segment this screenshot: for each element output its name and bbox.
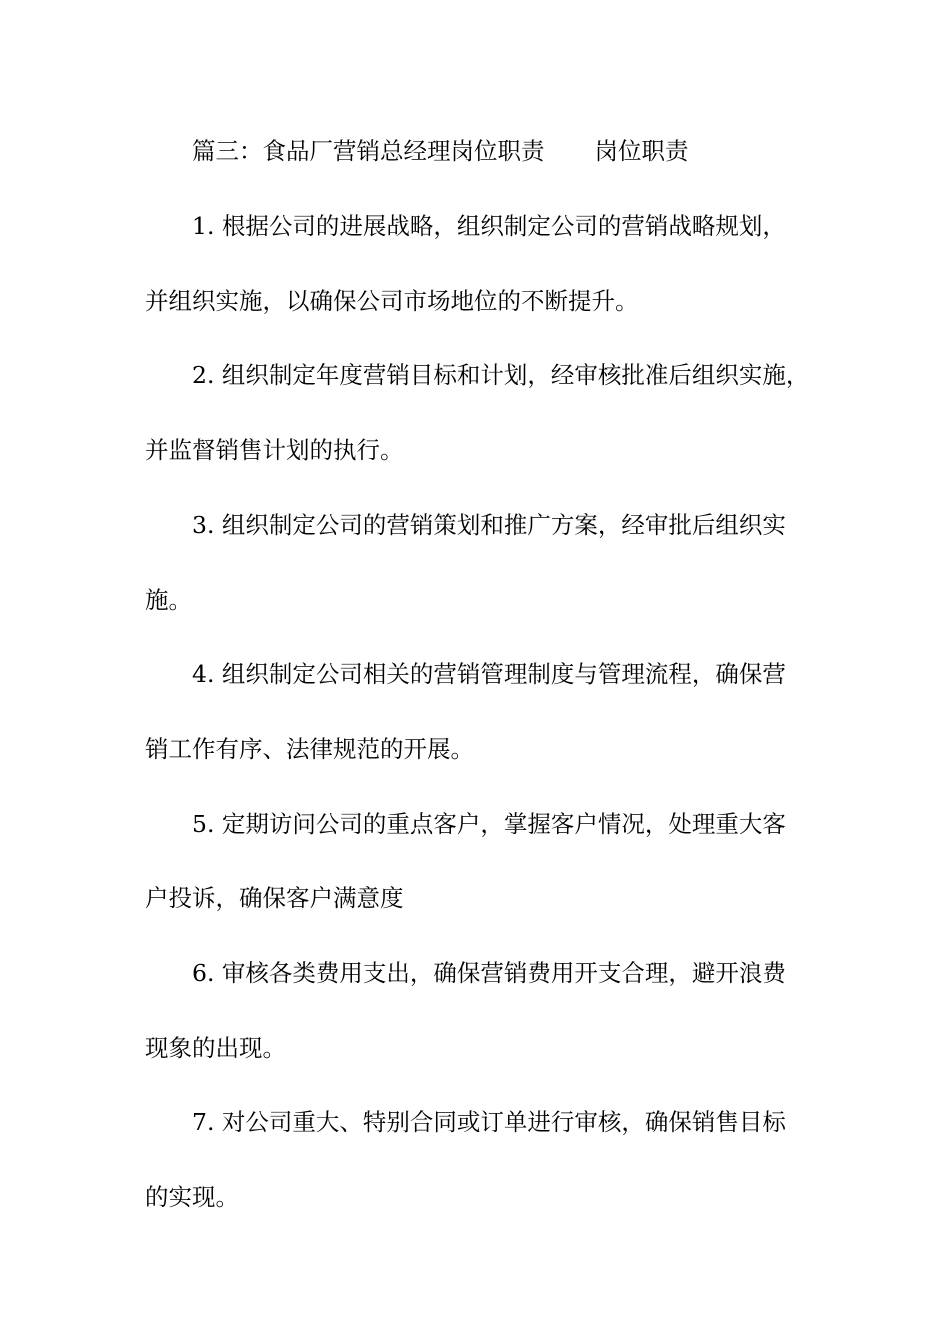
item-6-line-2: 现象的出现。 xyxy=(145,1034,286,1062)
item-1-line-2: 并组织实施，以确保公司市场地位的不断提升。 xyxy=(145,287,639,315)
item-5-line-2: 户投诉，确保客户满意度 xyxy=(145,884,404,912)
heading-line xyxy=(192,136,892,166)
item-2-line-2: 并监督销售计划的执行。 xyxy=(145,436,404,464)
heading-title: 篇三：食品厂营销总经理岗位职责 xyxy=(192,137,545,165)
heading-subtitle: 岗位职责 xyxy=(594,137,689,165)
item-3-line-2: 施。 xyxy=(145,586,192,614)
item-1-line-1: 1. 根据公司的进展战略，组织制定公司的营销战略规划， xyxy=(192,212,786,240)
item-4-line-2: 销工作有序、法律规范的开展。 xyxy=(145,735,474,763)
item-7-line-1: 7. 对公司重大、特别合同或订单进行审核，确保销售目标 xyxy=(192,1108,786,1136)
item-7-line-2: 的实现。 xyxy=(145,1183,239,1211)
item-3-line-1: 3. 组织制定公司的营销策划和推广方案，经审批后组织实 xyxy=(192,511,786,539)
item-5-line-1: 5. 定期访问公司的重点客户，掌握客户情况，处理重大客 xyxy=(192,810,786,838)
item-6-line-1: 6. 审核各类费用支出，确保营销费用开支合理，避开浪费 xyxy=(192,959,786,987)
item-4-line-1: 4. 组织制定公司相关的营销管理制度与管理流程，确保营 xyxy=(192,660,786,688)
item-2-line-1: 2. 组织制定年度营销目标和计划，经审核批准后组织实施， xyxy=(192,361,810,389)
